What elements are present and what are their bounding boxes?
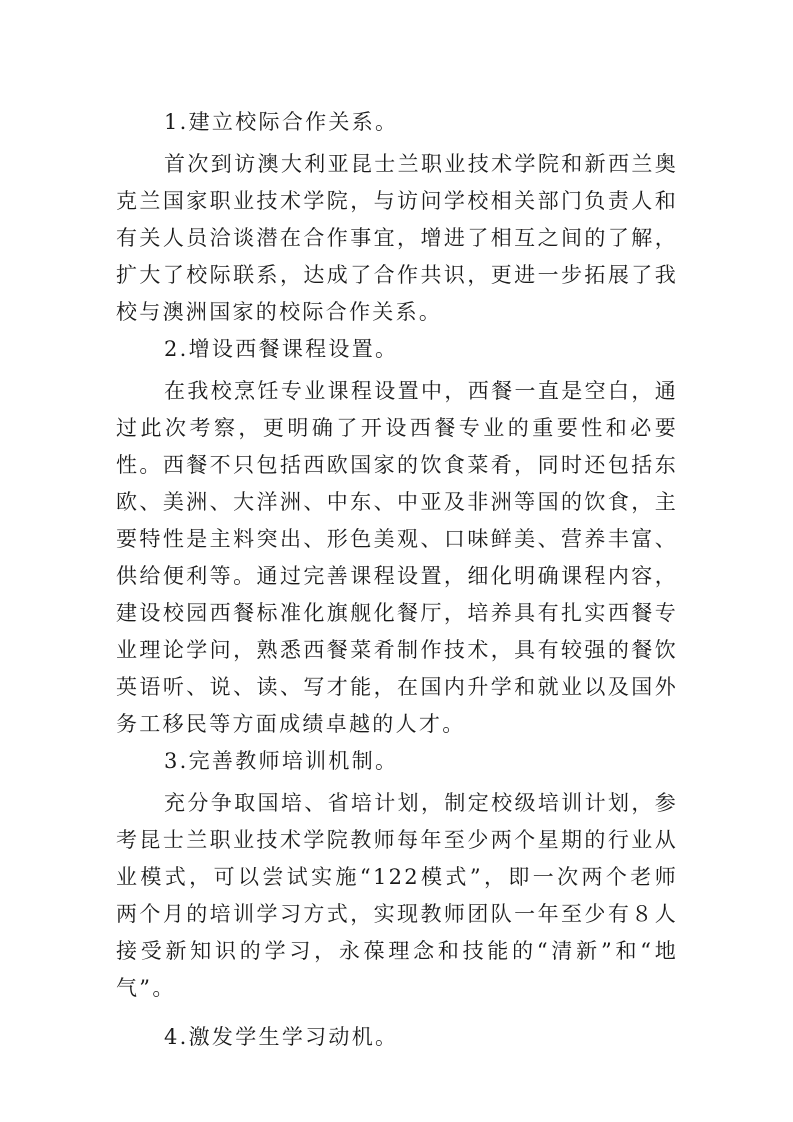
section-heading-3: 3.完善教师培训机制。 xyxy=(164,749,399,773)
section-heading-1: 1.建立校际合作关系。 xyxy=(164,110,399,134)
section-heading-2: 2.增设西餐课程设置。 xyxy=(164,337,399,361)
section-paragraph-3: 充分争取国培、省培计划，制定校级培训计划，参考昆士兰职业技术学院教师每年至少两个星期的行业从业模式，可以尝试实施“122模式”，即一次两个老师两个月的培训学习方式，实现教师团队一年至少有８人接受新知识的学习，永葆理念和技能的“清新”和“地气”。 xyxy=(116,791,678,1000)
section-paragraph-2: 在我校烹饪专业课程设置中，西餐一直是空白，通过此次考察，更明确了开设西餐专业的重要性和必要性。西餐不只包括西欧国家的饮食菜肴，同时还包括东欧、美洲、大洋洲、中东、中亚及非洲等国的饮食，主要特性是主料突出、形色美观、口味鲜美、营养丰富、供给便利等。通过完善课程设置，细化明确课程内容，建设校园西餐标准化旗舰化餐厅，培养具有扎实西餐专业理论学问，熟悉西餐菜肴制作技术，具有较强的餐饮英语听、说、读、写才能，在国内升学和就业以及国外务工移民等方面成绩卓越的人才。 xyxy=(116,379,678,736)
section-heading-4: 4.激发学生学习动机。 xyxy=(164,1025,399,1049)
section-paragraph-1: 首次到访澳大利亚昆士兰职业技术学院和新西兰奥克兰国家职业技术学院，与访问学校相关部门负责人和有关人员洽谈潜在合作事宜，增进了相互之间的了解，扩大了校际联系，达成了合作共识，更进一步拓展了我校与澳洲国家的校际合作关系。 xyxy=(116,152,678,324)
document-body xyxy=(116,104,678,1061)
